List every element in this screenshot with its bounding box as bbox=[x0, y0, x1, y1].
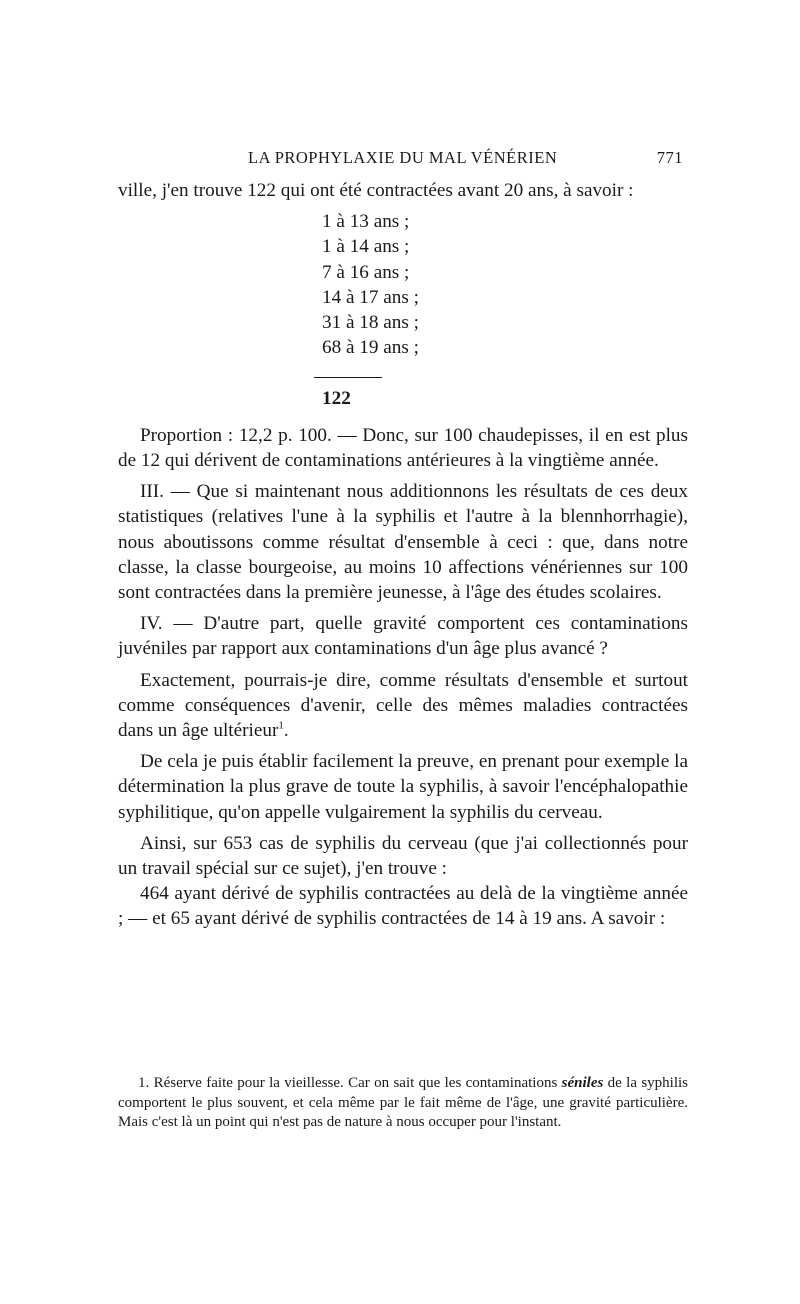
paragraph-section-iii: III. — Que si maintenant nous additionnons les résultats de ces deux statistiques (relatives l'une à la syphilis et l'autre à la blennhorrhagie), nous aboutissons comme résultat d'ensemble à ceci : que, dans notre classe, la classe bourgeoise, au moins 10 affections vénériennes sur 100 sont contractées dans la première jeunesse, à l'âge des études scolaires. bbox=[118, 481, 688, 604]
paragraph-exactement bbox=[118, 668, 688, 744]
paragraph-ainsi: Ainsi, sur 653 cas de syphilis du cerveau (que j'ai collectionnés pour un travail spécial sur ce sujet), j'en trouve : bbox=[118, 832, 688, 880]
body-text bbox=[118, 178, 688, 932]
paragraph-preuve: De cela je puis établir facilement la preuve, en prenant pour exemple la détermination la plus grave de toute la syphilis, à savoir l'encéphalopathie syphilitique, qu'on appelle vulgairement la syphilis du cerveau. bbox=[118, 751, 688, 823]
list-item: 7 à 16 ans ; bbox=[322, 261, 410, 283]
list-total: 122 bbox=[322, 387, 351, 409]
paragraph-section-iv: IV. — D'autre part, quelle gravité comportent ces contaminations juvéniles par rapport aux contaminations d'un âge plus avancé ? bbox=[118, 613, 688, 660]
list-item: 31 à 18 ans ; bbox=[322, 312, 419, 334]
footnote-italic-word: séniles bbox=[561, 1075, 604, 1091]
footnote-number: 1. bbox=[138, 1075, 150, 1091]
paragraph-end: . bbox=[283, 720, 289, 742]
paragraph-proportion: Proportion : 12,2 p. 100. — Donc, sur 100 chaudepisses, il en est plus de 12 qui dérivent de contaminations antérieures à la vingtième année. bbox=[118, 424, 688, 472]
page-number: 771 bbox=[656, 148, 683, 167]
list-item: 68 à 19 ans ; bbox=[322, 337, 419, 359]
running-title: LA PROPHYLAXIE DU MAL VÉNÉRIEN bbox=[248, 148, 558, 167]
sum-rule bbox=[314, 377, 382, 378]
footnote-text-a: Réserve faite pour la vieillesse. Car on sait que les contaminations bbox=[153, 1075, 558, 1091]
paragraph-464: 464 ayant dérivé de syphilis contractées au delà de la vingtième année ; — et 65 ayant dérivé de syphilis contractées de 14 à 19 ans. A savoir : bbox=[118, 883, 688, 930]
list-item: 14 à 17 ans ; bbox=[322, 286, 419, 308]
footnote-reference[interactable]: 1 bbox=[278, 719, 284, 732]
paragraph-continuation: ville, j'en trouve 122 qui ont été contractées avant 20 ans, à savoir : bbox=[118, 180, 634, 201]
age-list bbox=[322, 209, 688, 411]
list-item: 1 à 14 ans ; bbox=[322, 236, 410, 258]
list-item: 1 à 13 ans ; bbox=[322, 211, 410, 233]
footnote-1 bbox=[118, 1074, 688, 1133]
paragraph-text: Exactement, pourrais-je dire, comme résultats d'ensemble et surtout comme conséquences d'avenir, celle des mêmes maladies contractées dans un âge ultérieur bbox=[118, 669, 688, 742]
footnote-text-b: de la syphilis comportent le plus souvent, et cela même par le fait même de l'âge, une gravité particulière. Mais c'est là un point qui n'est pas de nature à nous occuper pour l'instant. bbox=[118, 1075, 688, 1130]
footnotes bbox=[118, 1074, 688, 1133]
